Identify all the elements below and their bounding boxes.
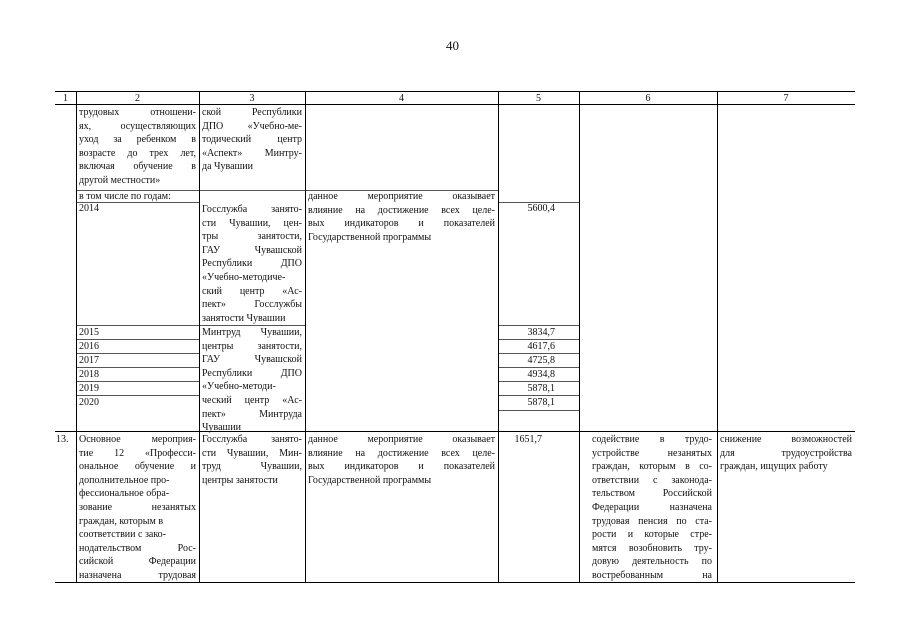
column-header-3: 3	[249, 93, 255, 104]
year-2014: 2014	[79, 203, 99, 214]
column-header-4: 4	[399, 93, 404, 104]
executors-2014: Госслужба занято- сти Чувашии, цен- тры занятости, ГАУ Чувашской Республики ДПО «Учебно-методиче- ский центр «Ас- пект» Госслужбы занятости Чувашии	[202, 204, 302, 324]
funding-2015-2020: 3834,7 4617,6 4725,8 4934,8 5878,1 5878,1	[527, 327, 555, 408]
by-years-label: в том числе по годам:	[79, 191, 171, 202]
years-2015-2020: 2015 2016 2017 2018 2019 2020	[79, 327, 99, 408]
impact-description-13: данное мероприятие оказывает влияние на достижение всех целе- вых индикаторов и показателей Государственной программы	[308, 434, 495, 486]
non-implementation-consequences: снижение возможностей для трудоустройства граждан, ищущих работу	[720, 434, 852, 473]
column-header-1: 1	[63, 93, 68, 104]
executors: Госслужба занято- сти Чувашии, Мин- труд Чувашии, центры занятости	[202, 434, 302, 486]
funding-2014: 5600,4	[527, 203, 555, 214]
page-number: 40	[446, 38, 459, 53]
funding-total: 1651,7	[514, 434, 542, 445]
column-header-7: 7	[783, 93, 789, 104]
impact-description: данное мероприятие оказывает влияние на достижение всех целе- вых индикаторов и показателей Государственной программы	[308, 191, 495, 243]
column-header-2: 2	[135, 93, 140, 104]
expected-result: содействие в трудо- устройстве незанятых граждан, которым в со- ответствии с законода- тельством Российской Федерации назначена трудовая пенсия по ста- рости и которые стре- мятся возобновить тру- довую деятельность по востребованным на	[592, 434, 712, 581]
event-description: Основное мероприя- тие 12 «Професси- ональное обучение и дополнительное про- фессиональное обра- зование незанятых граждан, которым в соответствии с зако- нодательством Рос- сийской Федерации назначена трудовая	[79, 434, 196, 581]
executors-2015-2020: Минтруд Чувашии, центры занятости, ГАУ Чувашской Республики ДПО «Учебно-методи- ческий центр «Ас- пект» Минтруда Чувашии	[202, 327, 302, 434]
continued-event-description: трудовых отношени- ях, осуществляющих уход за ребенком в возрасте до трех лет, включая обучение в другой местности»	[79, 107, 196, 186]
column-header-5: 5	[536, 93, 541, 104]
column-header-6: 6	[645, 93, 651, 104]
continued-executors: ской Республики ДПО «Учебно-ме- тодический центр «Аспект» Минтру- да Чувашии	[202, 107, 302, 173]
row-number: 13.	[56, 434, 69, 445]
